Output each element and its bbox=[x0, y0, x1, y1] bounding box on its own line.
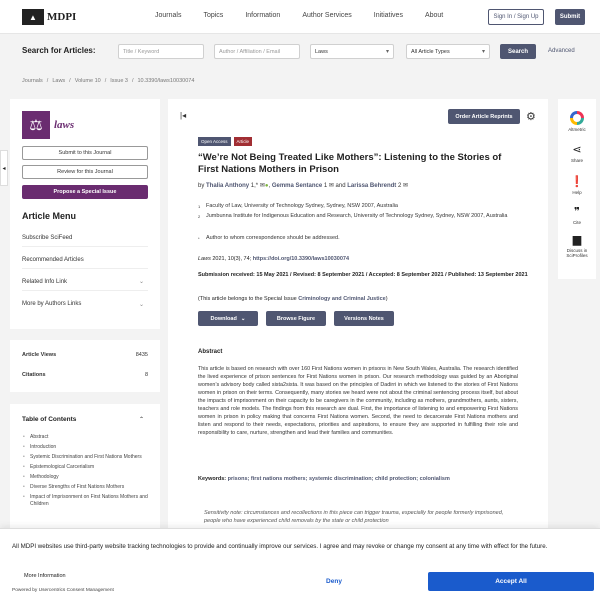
article-views-label: Article Views bbox=[22, 352, 57, 358]
article-type-value: All Article Types bbox=[411, 48, 450, 55]
toc-item-introduction[interactable]: • Introduction bbox=[22, 444, 148, 451]
nav-topics[interactable]: Topics bbox=[203, 12, 224, 19]
menu-item-label: Recommended Articles bbox=[22, 256, 84, 263]
publication-dates: Submission received: 15 May 2021 / Revised: 8 September 2021 / Accepted: 8 September 2021 / Published: 13 September 2021 bbox=[198, 272, 528, 278]
mdpi-logo-text: MDPI bbox=[47, 11, 77, 23]
nav-author-services[interactable]: Author Services bbox=[302, 12, 352, 19]
cite-volume: 2021, 10(3), 74; bbox=[210, 256, 253, 262]
toc-item-impact-of-imprisonment[interactable]: • Impact of Imprisonment on First Nations Mothers and Children bbox=[22, 494, 148, 508]
affiliation-2 bbox=[198, 213, 518, 221]
breadcrumb-volume[interactable]: Volume 10 bbox=[74, 78, 101, 84]
email-icon[interactable]: ✉ bbox=[328, 183, 334, 189]
special-issue-suffix: ) bbox=[385, 296, 388, 302]
review-for-journal-button[interactable]: Review for this Journal bbox=[22, 165, 148, 179]
consent-text: All MDPI websites use third-party website tracking technologies to provide and continually improve our services. I agree and may revoke or change my consent at any time with effect for the future. bbox=[12, 543, 548, 550]
affiliation-text: Jumbunna Institute for Indigenous Education and Research, University of Technology Sydney, Sydney, NSW 2007, Australia bbox=[206, 213, 508, 219]
sensitivity-note: Sensitivity note: circumstances and recollections in this piece can trigger trauma, especially for people formerly imprisoned, people who have experienced child removals by the state or child protection bbox=[204, 510, 504, 524]
menu-item-label: More by Authors Links bbox=[22, 301, 82, 307]
keywords-list[interactable]: prisons; first nations mothers; systemic discrimination; child protection; colonialism bbox=[227, 476, 450, 482]
citation-line bbox=[198, 256, 349, 262]
search-bar bbox=[0, 35, 600, 68]
collapse-sidebar-icon[interactable]: |◂ bbox=[180, 111, 187, 120]
tool-label: Help bbox=[572, 190, 582, 195]
more-information-link[interactable]: More Information bbox=[24, 573, 66, 579]
authors-prefix: by bbox=[198, 183, 207, 189]
altmetric-icon bbox=[570, 111, 584, 125]
abstract-heading: Abstract bbox=[198, 349, 223, 355]
menu-more-by-authors[interactable] bbox=[22, 295, 148, 313]
tool-label: Cite bbox=[572, 220, 581, 225]
affiliation-corresponding bbox=[198, 235, 518, 243]
download-button[interactable] bbox=[198, 311, 258, 326]
share-icon: ⋖ bbox=[572, 144, 582, 156]
tool-label: Share bbox=[570, 158, 583, 163]
article-main bbox=[168, 99, 548, 600]
email-icon[interactable]: ✉ bbox=[259, 183, 265, 189]
article-title: “We’re Not Being Treated Like Mothers”: Listening to the Stories of First Nations Mothers in Prison bbox=[198, 152, 502, 175]
search-label: Search for Articles: bbox=[22, 46, 96, 55]
altmetric-button[interactable] bbox=[558, 111, 596, 132]
breadcrumb-separator: / bbox=[131, 78, 134, 84]
tool-label: Discuss in SciProfiles bbox=[566, 248, 588, 258]
submit-button[interactable]: Submit bbox=[555, 9, 585, 25]
mdpi-logo-mark: ▲ bbox=[22, 9, 44, 25]
author-separator: and bbox=[333, 183, 348, 189]
nav-initiatives[interactable]: Initiatives bbox=[373, 12, 403, 19]
author-separator: , bbox=[268, 183, 272, 189]
breadcrumb bbox=[22, 78, 198, 84]
author-list bbox=[198, 182, 408, 189]
abstract-text: This article is based on research with over 160 First Nations women in prisons in New South Wales, Australia. The research identified the lived experience of prison sentences for First Nations women in prison. Our research methodology was guided by an Aboriginal women’s advisory body called sista2sista. It was based on the principles of Dadirri in which we listened to the stories of First Nations women in prison on their terms. Consequently, many stories we heard were not about the criminal sentencing process itself, but about the impacts of imprisonment on their capacity to be caregivers in the community, including as mothers, grandmothers, aunts, sisters, teachers and role models. The findings from this research are dual. First, the importance of listening to and empowering First Nations women in prison in policy making that concerns First Nations women. Second, the need to decarcerate First Nations mothers and listen and respond to their needs, expectations, priorities and aspirations, to ensure they are supported in fulfilling their role and responsibility to care, nurture, strengthen and lead their families and communities. bbox=[198, 366, 518, 436]
main-nav bbox=[155, 12, 465, 19]
keywords bbox=[198, 476, 518, 482]
article-badges bbox=[198, 137, 255, 146]
chevron-down-icon: ⌄ bbox=[240, 315, 246, 322]
table-of-contents bbox=[10, 404, 160, 534]
browse-figure-button[interactable]: Browse Figure bbox=[266, 311, 326, 326]
affiliation-text: Author to whom correspondence should be addressed. bbox=[206, 235, 340, 241]
nav-about[interactable]: About bbox=[424, 12, 444, 19]
cookie-consent-banner bbox=[0, 528, 600, 600]
chevron-down-icon: ⌄ bbox=[138, 301, 144, 308]
special-issue-link[interactable]: Criminology and Criminal Justice bbox=[298, 296, 386, 302]
breadcrumb-separator: / bbox=[46, 78, 49, 84]
breadcrumb-issue[interactable]: Issue 3 bbox=[110, 78, 128, 84]
breadcrumb-doi[interactable]: 10.3390/laws10030074 bbox=[137, 78, 195, 84]
discuss-icon: ▆ bbox=[572, 234, 582, 246]
open-access-badge: Open Access bbox=[198, 137, 231, 146]
propose-special-issue-button[interactable]: Propose a Special Issue bbox=[22, 185, 148, 199]
signin-button[interactable]: Sign In / Sign Up bbox=[488, 9, 544, 25]
affiliation-number: * bbox=[198, 236, 200, 241]
affiliation-text: Faculty of Law, University of Technology Sydney, Sydney, NSW 2007, Australia bbox=[206, 203, 398, 209]
journal-name[interactable]: laws bbox=[54, 119, 75, 131]
citations-row bbox=[22, 372, 148, 378]
article-type-select[interactable] bbox=[406, 44, 490, 59]
doi-link[interactable]: https://doi.org/10.3390/laws10030074 bbox=[252, 256, 350, 262]
special-issue-note bbox=[198, 296, 388, 302]
affiliation-number: 1 bbox=[198, 204, 201, 209]
deny-button[interactable]: Deny bbox=[240, 572, 428, 591]
menu-recommended-articles[interactable] bbox=[22, 251, 148, 269]
journal-select[interactable] bbox=[310, 44, 394, 59]
top-navigation bbox=[0, 0, 600, 34]
menu-item-label: Subscribe SciFeed bbox=[22, 234, 73, 241]
article-tools bbox=[558, 99, 596, 279]
help-button[interactable] bbox=[558, 175, 596, 195]
author-affiliation-marker: 1,* bbox=[249, 183, 260, 189]
download-label: Download bbox=[210, 315, 237, 322]
version-notes-button[interactable]: Versions Notes bbox=[334, 311, 394, 326]
author-affiliation-marker: 2 bbox=[396, 183, 403, 189]
author-link[interactable]: Gemma Sentance bbox=[271, 183, 323, 189]
help-icon: ❗ bbox=[570, 176, 584, 188]
powered-by-text: Powered by Usercentrics Consent Management bbox=[12, 588, 114, 593]
chevron-left-icon: ◂ bbox=[2, 165, 6, 172]
author-affiliation-input[interactable]: Author / Affiliation / Email bbox=[214, 44, 300, 59]
toc-item-epistemological-carcerialism[interactable]: • Epistemological Carcerialism bbox=[22, 464, 148, 471]
breadcrumb-laws[interactable]: Laws bbox=[52, 78, 66, 84]
cite-icon: ❞ bbox=[574, 206, 580, 218]
share-button[interactable] bbox=[558, 143, 596, 163]
toc-item-methodology[interactable]: • Methodology bbox=[22, 474, 148, 481]
author-link[interactable]: Larissa Behrendt bbox=[347, 183, 397, 189]
title-keyword-input[interactable]: Title / Keyword bbox=[118, 44, 204, 59]
orcid-icon[interactable]: ● bbox=[264, 183, 269, 189]
advanced-search-link[interactable]: Advanced bbox=[548, 48, 575, 54]
citations-label: Citations bbox=[22, 372, 46, 378]
affiliation-number: 2 bbox=[198, 214, 201, 219]
special-issue-prefix: (This article belongs to the Special Issue bbox=[198, 296, 299, 302]
article-menu-title: Article Menu bbox=[22, 211, 77, 221]
toc-list bbox=[22, 434, 148, 511]
menu-subscribe-scifeed[interactable] bbox=[22, 229, 148, 247]
article-metrics bbox=[10, 340, 160, 392]
chevron-down-icon: ▾ bbox=[481, 49, 485, 55]
menu-item-label: Related Info Link bbox=[22, 278, 68, 285]
journal-select-value: Laws bbox=[315, 48, 328, 55]
article-views-value: 8435 bbox=[135, 352, 148, 358]
chevron-up-icon[interactable]: ⌃ bbox=[138, 417, 144, 423]
author-link[interactable]: Thalia Anthony bbox=[206, 183, 250, 189]
journal-sidebar bbox=[10, 99, 160, 329]
submit-to-journal-button[interactable]: Submit to this Journal bbox=[22, 146, 148, 160]
author-affiliation-marker: 1 bbox=[322, 183, 329, 189]
toc-item-diverse-strengths[interactable]: • Diverse Strengths of First Nations Mothers bbox=[22, 484, 148, 491]
toc-title: Table of Contents bbox=[22, 416, 77, 423]
scales-of-justice-icon[interactable]: ⚖ bbox=[22, 111, 50, 139]
cite-journal: Laws bbox=[198, 256, 211, 262]
collapse-left-handle[interactable] bbox=[0, 150, 8, 186]
tool-label: Altmetric bbox=[568, 127, 586, 132]
chevron-down-icon: ⌄ bbox=[138, 279, 144, 285]
order-reprints-button[interactable]: Order Article Reprints bbox=[448, 109, 520, 124]
discuss-button[interactable] bbox=[558, 233, 596, 258]
breadcrumb-separator: / bbox=[104, 78, 107, 84]
search-button[interactable]: Search bbox=[500, 44, 536, 59]
cite-button[interactable] bbox=[558, 205, 596, 225]
article-views-row bbox=[22, 352, 148, 358]
menu-related-info-link[interactable] bbox=[22, 273, 148, 291]
chevron-down-icon: ▾ bbox=[385, 49, 389, 55]
gear-icon[interactable]: ⚙ bbox=[526, 111, 536, 123]
accept-all-button[interactable]: Accept All bbox=[428, 572, 594, 591]
nav-information[interactable]: Information bbox=[245, 12, 281, 19]
email-icon[interactable]: ✉ bbox=[402, 183, 408, 189]
breadcrumb-journals[interactable]: Journals bbox=[22, 78, 43, 84]
article-type-badge: Article bbox=[234, 137, 253, 146]
citations-value: 8 bbox=[144, 372, 148, 378]
toc-item-abstract[interactable]: • Abstract bbox=[22, 434, 148, 441]
toc-item-systemic-discrimination[interactable]: • Systemic Discrimination and First Nations Mothers bbox=[22, 454, 148, 461]
nav-journals[interactable]: Journals bbox=[155, 12, 182, 19]
affiliation-1 bbox=[198, 203, 518, 211]
mdpi-logo[interactable] bbox=[22, 9, 76, 25]
breadcrumb-separator: / bbox=[69, 78, 71, 84]
keywords-label: Keywords: bbox=[198, 476, 228, 482]
